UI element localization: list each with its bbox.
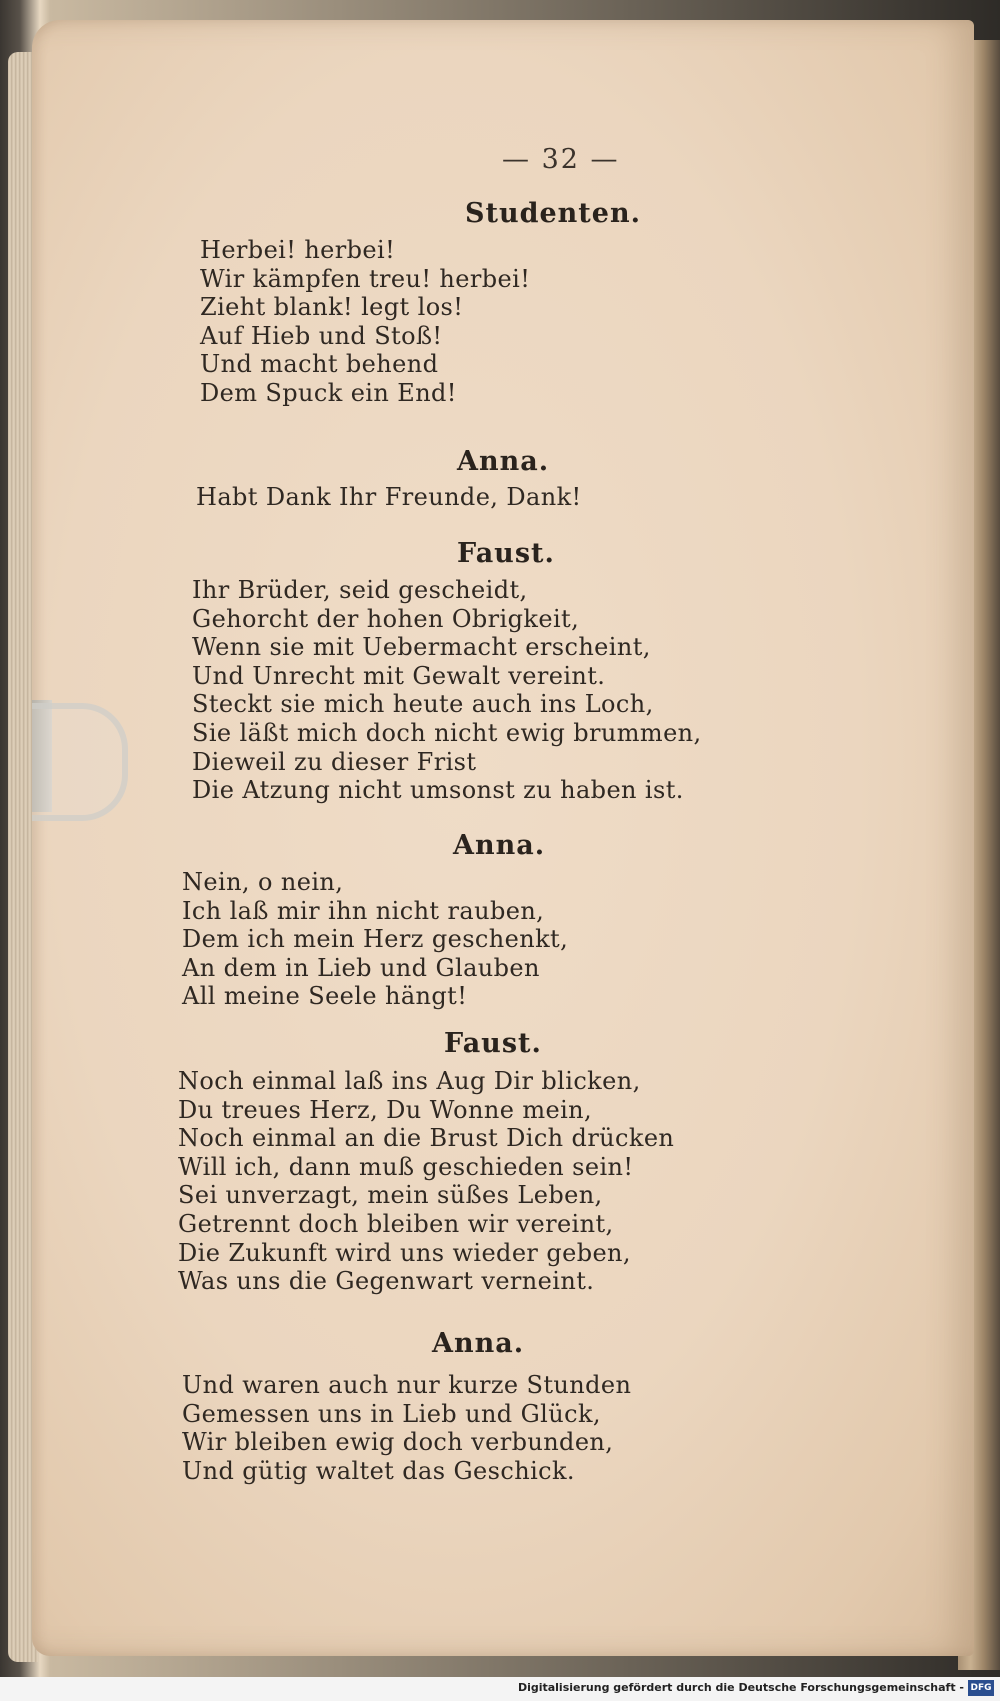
verse-line: Und waren auch nur kurze Stunden xyxy=(182,1371,632,1399)
verse-line: Auf Hieb und Stoß! xyxy=(200,321,443,350)
verse-line: An dem in Lieb und Glauben xyxy=(182,953,540,982)
verse-block xyxy=(178,1067,674,1296)
verse-line: Gehorcht der hohen Obrigkeit, xyxy=(192,604,580,633)
verse-line: Nein, o nein, xyxy=(182,868,344,896)
book-page xyxy=(32,20,974,1656)
verse-line: Dem Spuck ein End! xyxy=(200,378,457,407)
speaker-label: Studenten. xyxy=(465,198,641,229)
verse-line: Zieht blank! legt los! xyxy=(200,293,464,322)
speaker-label: Faust. xyxy=(457,538,555,569)
verse-line: Will ich, dann muß geschieden sein! xyxy=(178,1152,634,1181)
verse-line: Ich laß mir ihn nicht rauben, xyxy=(182,896,545,925)
verse-block xyxy=(200,236,530,408)
verse-line: Und gütig waltet das Geschick. xyxy=(182,1456,575,1485)
page-number: — 32 — xyxy=(502,144,620,175)
verse-line: Wenn sie mit Uebermacht erscheint, xyxy=(192,633,651,662)
verse-line: All meine Seele hängt! xyxy=(182,982,468,1011)
verse-line: Dem ich mein Herz geschenkt, xyxy=(182,925,569,954)
verse-line: Steckt sie mich heute auch ins Loch, xyxy=(192,690,654,719)
verse-block xyxy=(182,868,568,1011)
verse-block xyxy=(196,483,582,512)
speaker-label: Anna. xyxy=(453,830,546,861)
speaker-label: Anna. xyxy=(432,1328,525,1359)
verse-block xyxy=(182,1371,631,1485)
verse-line: Die Atzung nicht umsonst zu haben ist. xyxy=(192,776,684,805)
verse-line: Wir bleiben ewig doch verbunden, xyxy=(182,1428,614,1457)
verse-block xyxy=(192,576,702,805)
verse-line: Wir kämpfen treu! herbei! xyxy=(200,264,531,293)
verse-line: Ihr Brüder, seid gescheidt, xyxy=(192,576,528,604)
verse-line: Habt Dank Ihr Freunde, Dank! xyxy=(196,483,582,511)
verse-line: Die Zukunft wird uns wieder geben, xyxy=(178,1238,631,1267)
verse-line: Gemessen uns in Lieb und Glück, xyxy=(182,1399,601,1428)
verse-line: Und Unrecht mit Gewalt vereint. xyxy=(192,661,606,690)
funding-credit: Digitalisierung gefördert durch die Deutsche Forschungsgemeinschaft - xyxy=(517,1681,964,1694)
speaker-label: Faust. xyxy=(444,1028,542,1059)
verse-line: Und macht behend xyxy=(200,350,439,379)
page-text xyxy=(32,20,974,1656)
verse-line: Dieweil zu dieser Frist xyxy=(192,747,477,776)
verse-line: Noch einmal laß ins Aug Dir blicken, xyxy=(178,1067,641,1095)
verse-line: Sie läßt mich doch nicht ewig brummen, xyxy=(192,718,702,747)
verse-line: Was uns die Gegenwart verneint. xyxy=(178,1267,595,1296)
speaker-label: Anna. xyxy=(457,446,550,477)
verse-line: Getrennt doch bleiben wir vereint, xyxy=(178,1209,614,1238)
verse-line: Du treues Herz, Du Wonne mein, xyxy=(178,1095,593,1124)
verse-line: Herbei! herbei! xyxy=(200,236,396,264)
dfg-logo: DFG xyxy=(968,1680,994,1696)
verse-line: Noch einmal an die Brust Dich drücken xyxy=(178,1124,675,1153)
verse-line: Sei unverzagt, mein süßes Leben, xyxy=(178,1181,603,1210)
digitization-footer xyxy=(0,1677,1000,1701)
